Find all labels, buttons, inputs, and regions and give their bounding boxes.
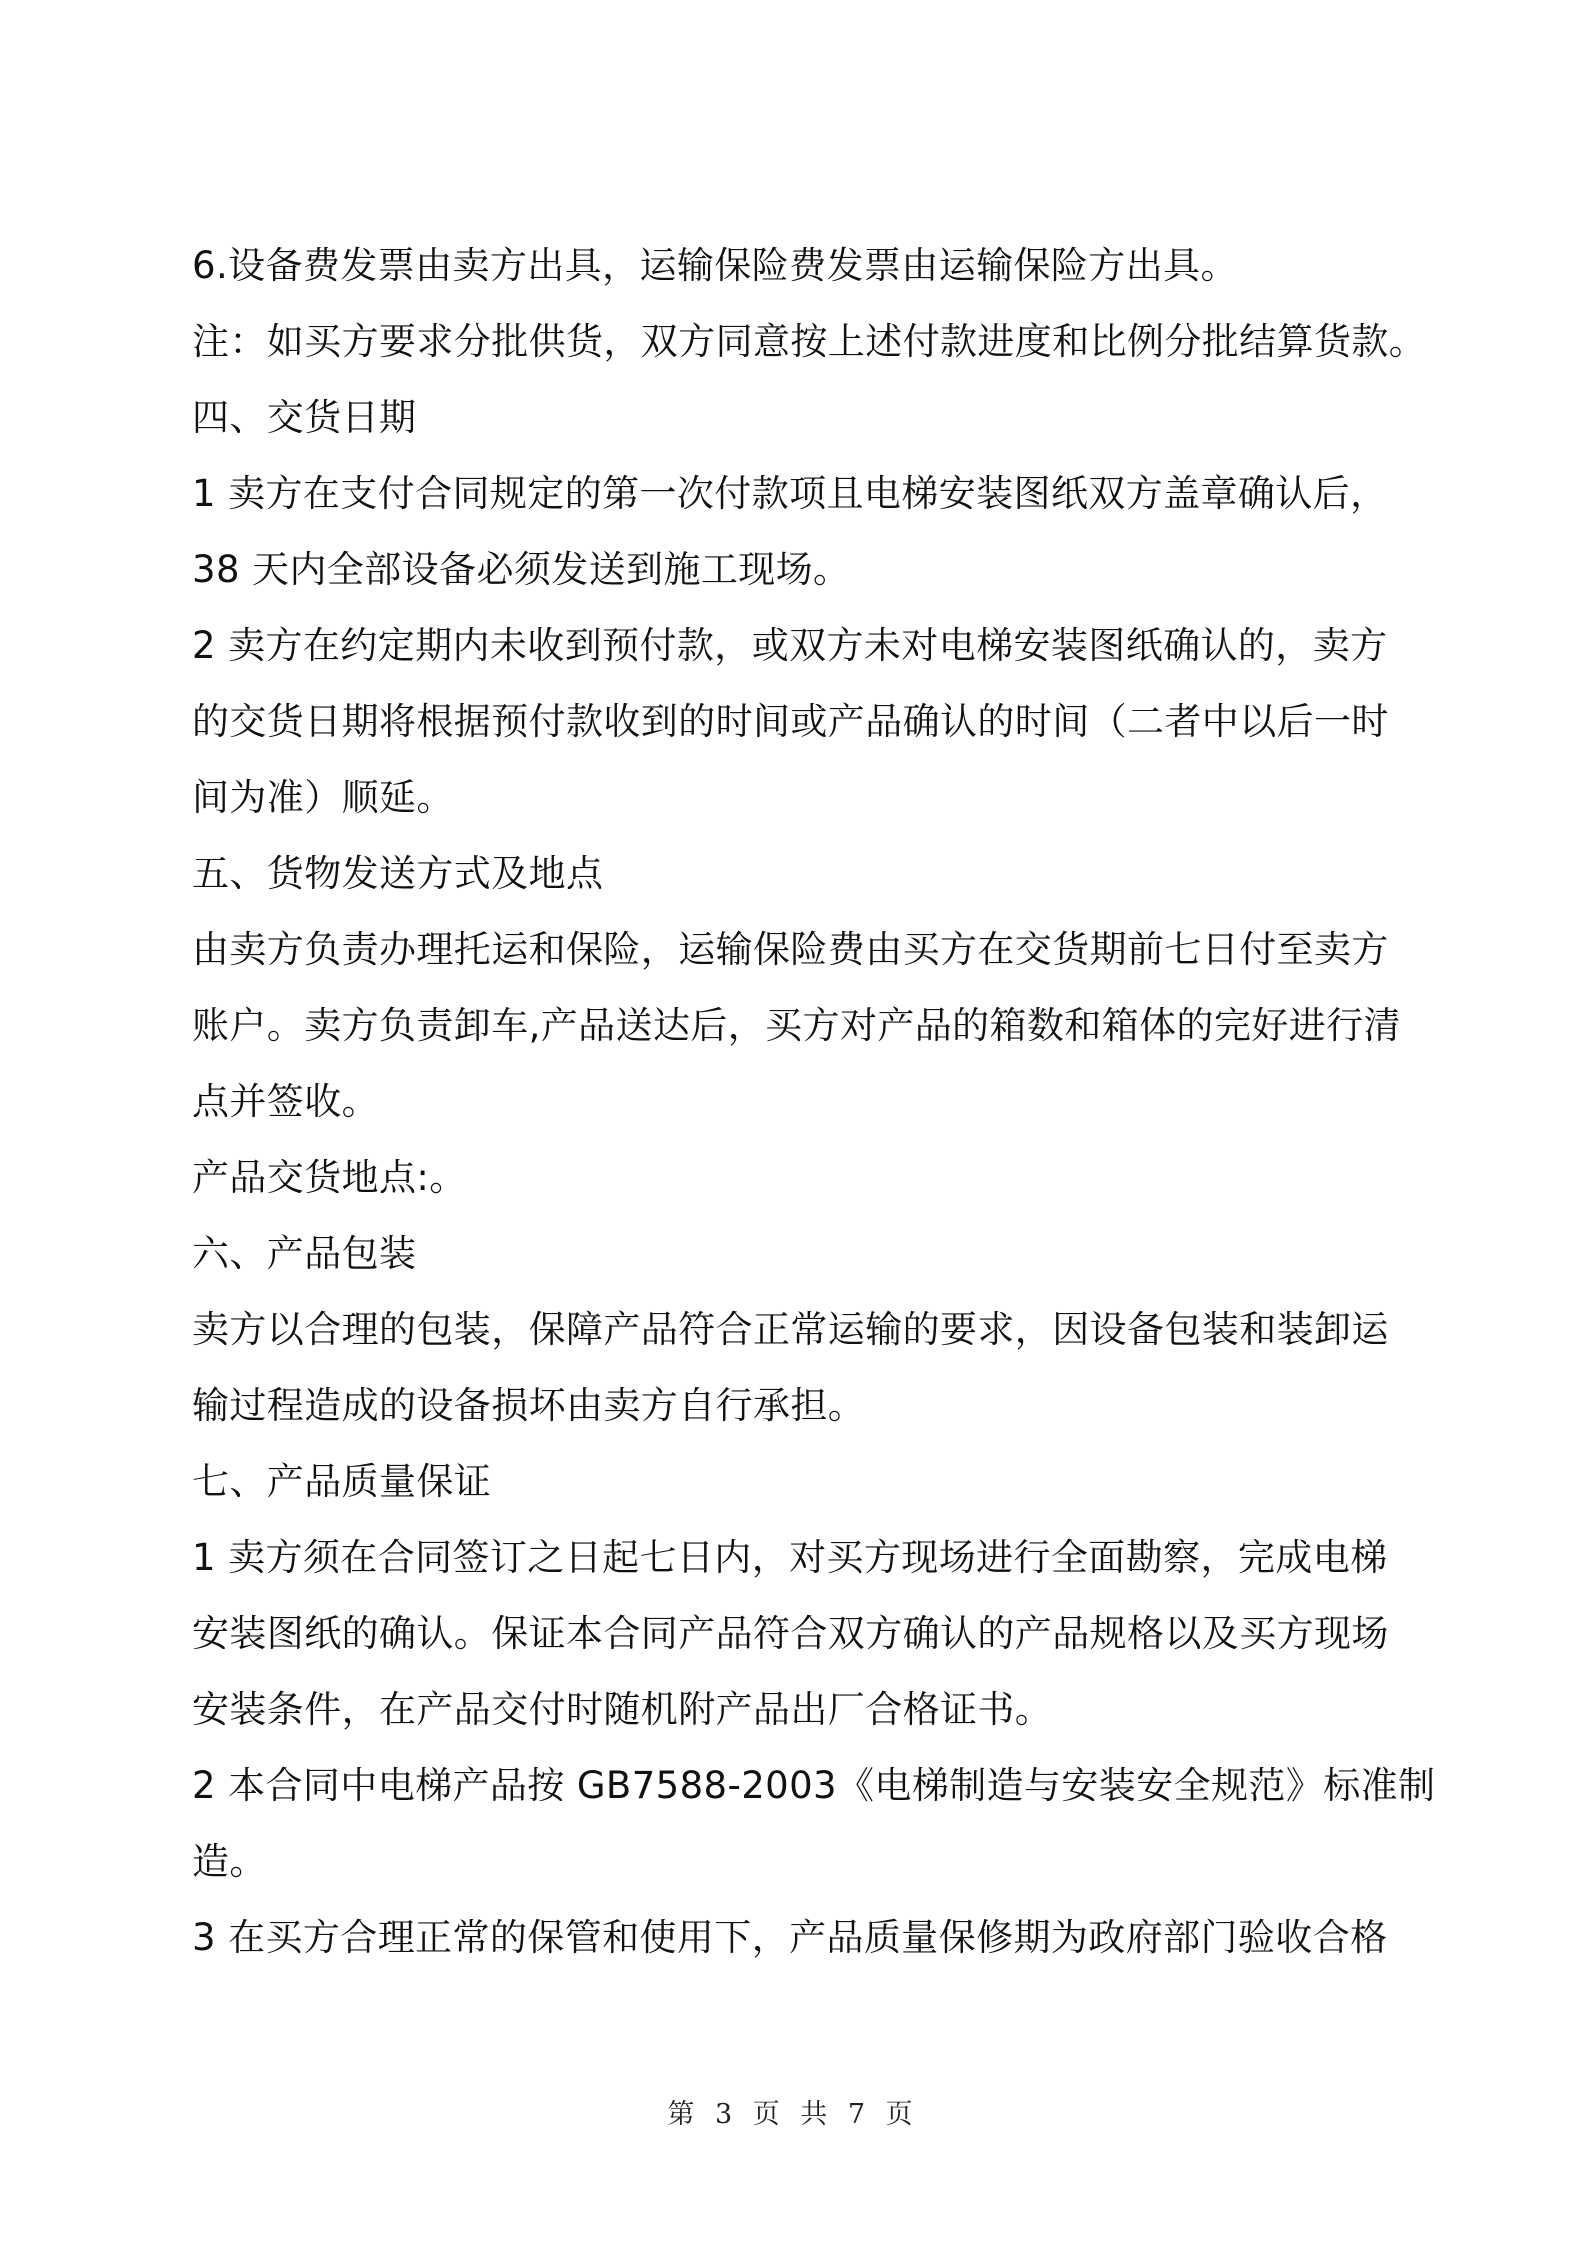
text-line: 产品交货地点:。 bbox=[192, 1156, 467, 1199]
text-line: 的交货日期将根据预付款收到的时间或产品确认的时间（二者中以后一时 bbox=[192, 700, 1389, 743]
document-body bbox=[192, 228, 1436, 1976]
text-line: 账户。卖方负责卸车,产品送达后，买方对产品的箱数和箱体的完好进行清 bbox=[192, 1004, 1401, 1047]
section-heading: 五、货物发送方式及地点 bbox=[192, 852, 604, 895]
text-line: 2 卖方在约定期内未收到预付款，或双方未对电梯安装图纸确认的，卖方 bbox=[192, 624, 1388, 667]
text-line: 3 在买方合理正常的保管和使用下，产品质量保修期为政府部门验收合格 bbox=[192, 1916, 1388, 1959]
section-heading: 四、交货日期 bbox=[192, 396, 417, 439]
text-line: 1 卖方须在合同签订之日起七日内，对买方现场进行全面勘察，完成电梯 bbox=[192, 1536, 1388, 1579]
text-line: 38 天内全部设备必须发送到施工现场。 bbox=[192, 548, 851, 591]
text-line: 输过程造成的设备损坏由卖方自行承担。 bbox=[192, 1384, 866, 1427]
section-heading: 七、产品质量保证 bbox=[192, 1460, 492, 1503]
text-line: 2 本合同中电梯产品按 GB7588-2003《电梯制造与安装安全规范》标准制 bbox=[192, 1764, 1436, 1807]
section-heading: 六、产品包装 bbox=[192, 1232, 417, 1275]
text-line: 6.设备费发票由卖方出具，运输保险费发票由运输保险方出具。 bbox=[192, 244, 1238, 287]
text-line: 造。 bbox=[192, 1840, 267, 1883]
text-line: 点并签收。 bbox=[192, 1080, 379, 1123]
page-number: 第 3 页 共 7 页 bbox=[667, 2099, 919, 2130]
text-line: 安装条件，在产品交付时随机附产品出厂合格证书。 bbox=[192, 1688, 1053, 1731]
text-line: 间为准）顺延。 bbox=[192, 776, 454, 819]
text-line: 由卖方负责办理托运和保险，运输保险费由买方在交货期前七日付至卖方 bbox=[192, 928, 1389, 971]
text-line: 1 卖方在支付合同规定的第一次付款项且电梯安装图纸双方盖章确认后， bbox=[192, 472, 1388, 515]
text-line: 注：如买方要求分批供货，双方同意按上述付款进度和比例分批结算货款。 bbox=[192, 320, 1427, 363]
text-line: 卖方以合理的包装，保障产品符合正常运输的要求，因设备包装和装卸运 bbox=[192, 1308, 1389, 1351]
text-line: 安装图纸的确认。保证本合同产品符合双方确认的产品规格以及买方现场 bbox=[192, 1612, 1389, 1655]
